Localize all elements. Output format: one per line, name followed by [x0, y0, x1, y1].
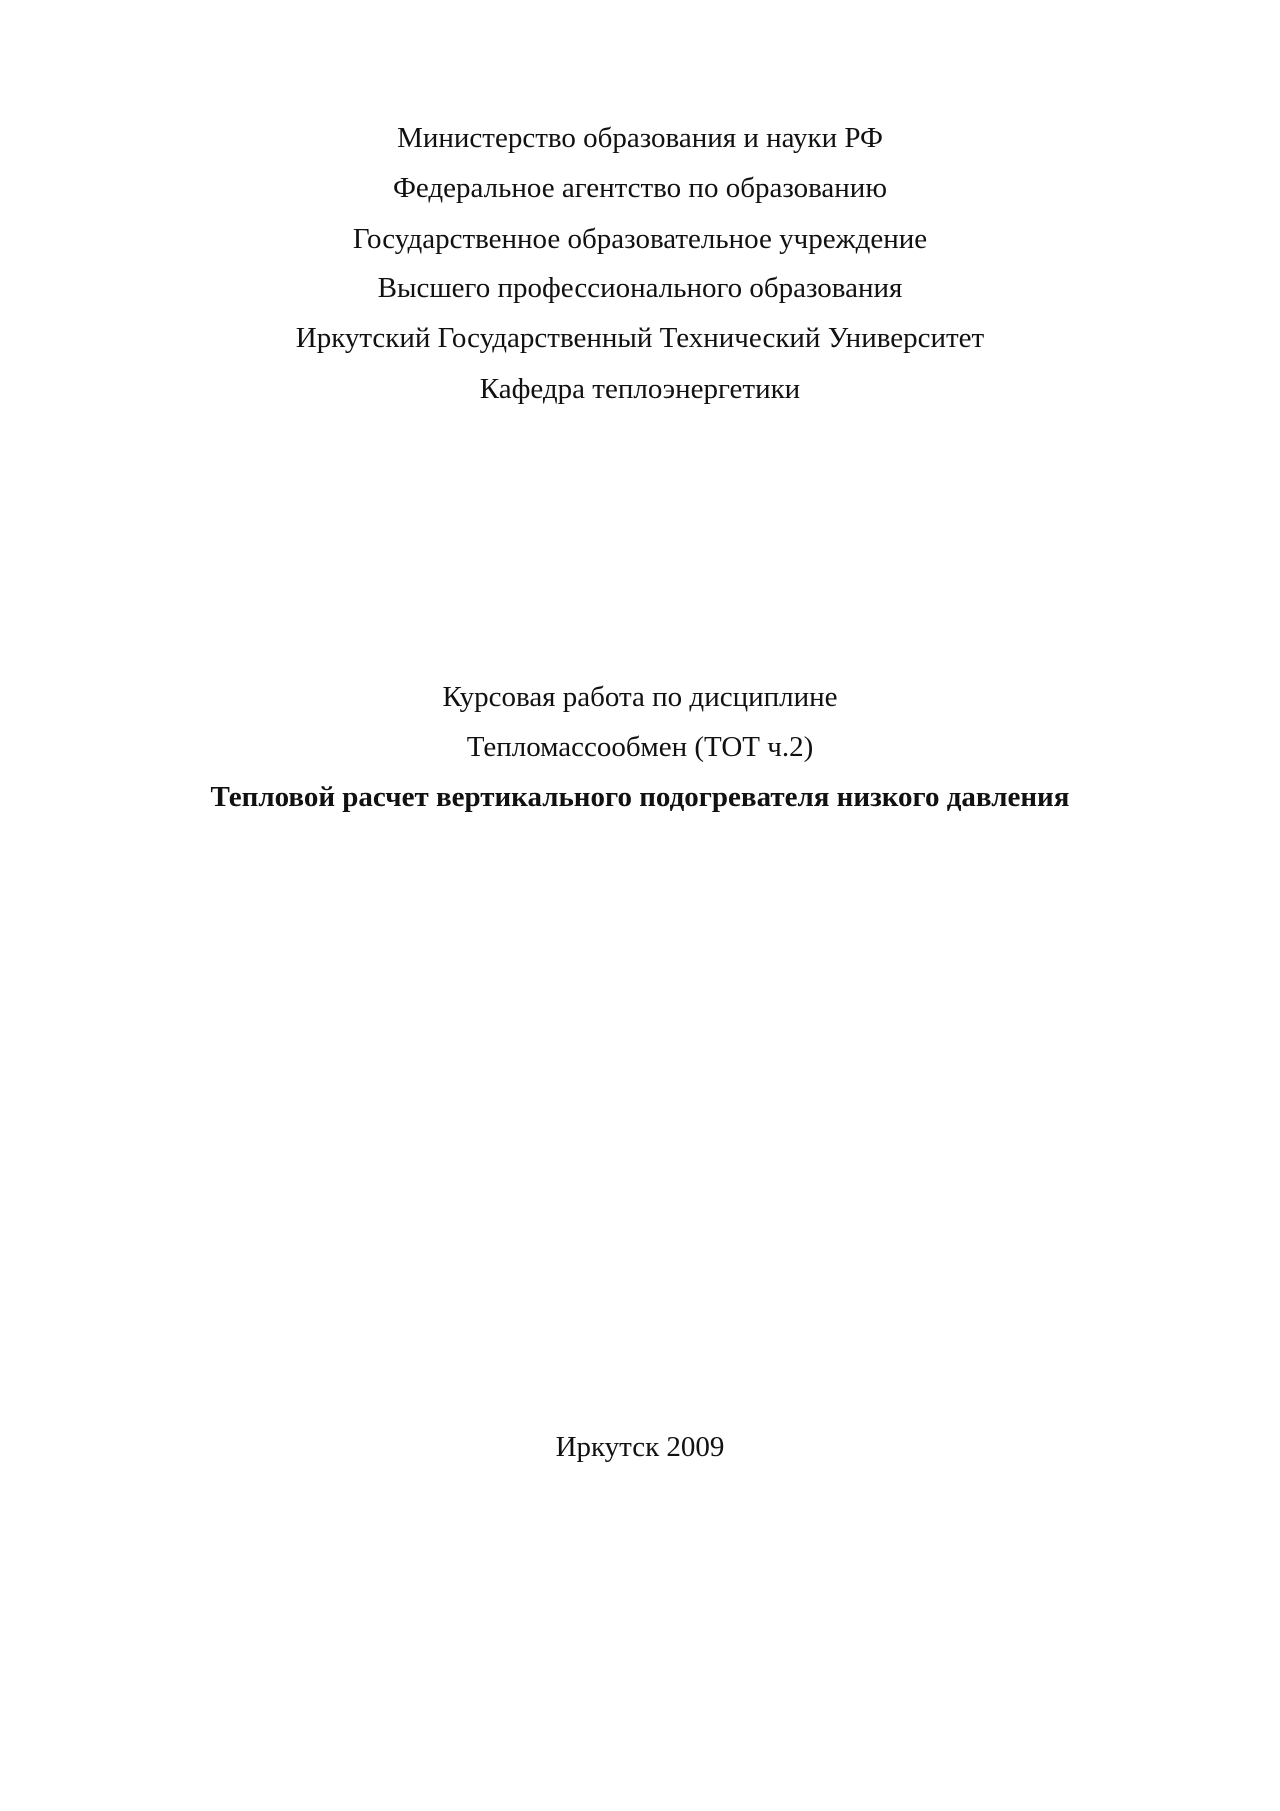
discipline-line: Тепломассообмен (ТОТ ч.2) [466, 731, 814, 763]
education-level-line: Высшего профессионального образования [377, 272, 903, 304]
city-year-line: Иркутск 2009 [555, 1431, 725, 1463]
work-title: Тепловой расчет вертикального подогревателя низкого давления [210, 781, 1070, 813]
institution-type-line: Государственное образовательное учреждение [352, 223, 928, 255]
agency-line: Федеральное агентство по образованию [392, 172, 887, 204]
department-line: Кафедра теплоэнергетики [479, 373, 801, 405]
work-type-line: Курсовая работа по дисциплине [442, 681, 838, 713]
ministry-line: Министерство образования и науки РФ [397, 122, 883, 154]
university-line: Иркутский Государственный Технический Университет [295, 322, 985, 354]
